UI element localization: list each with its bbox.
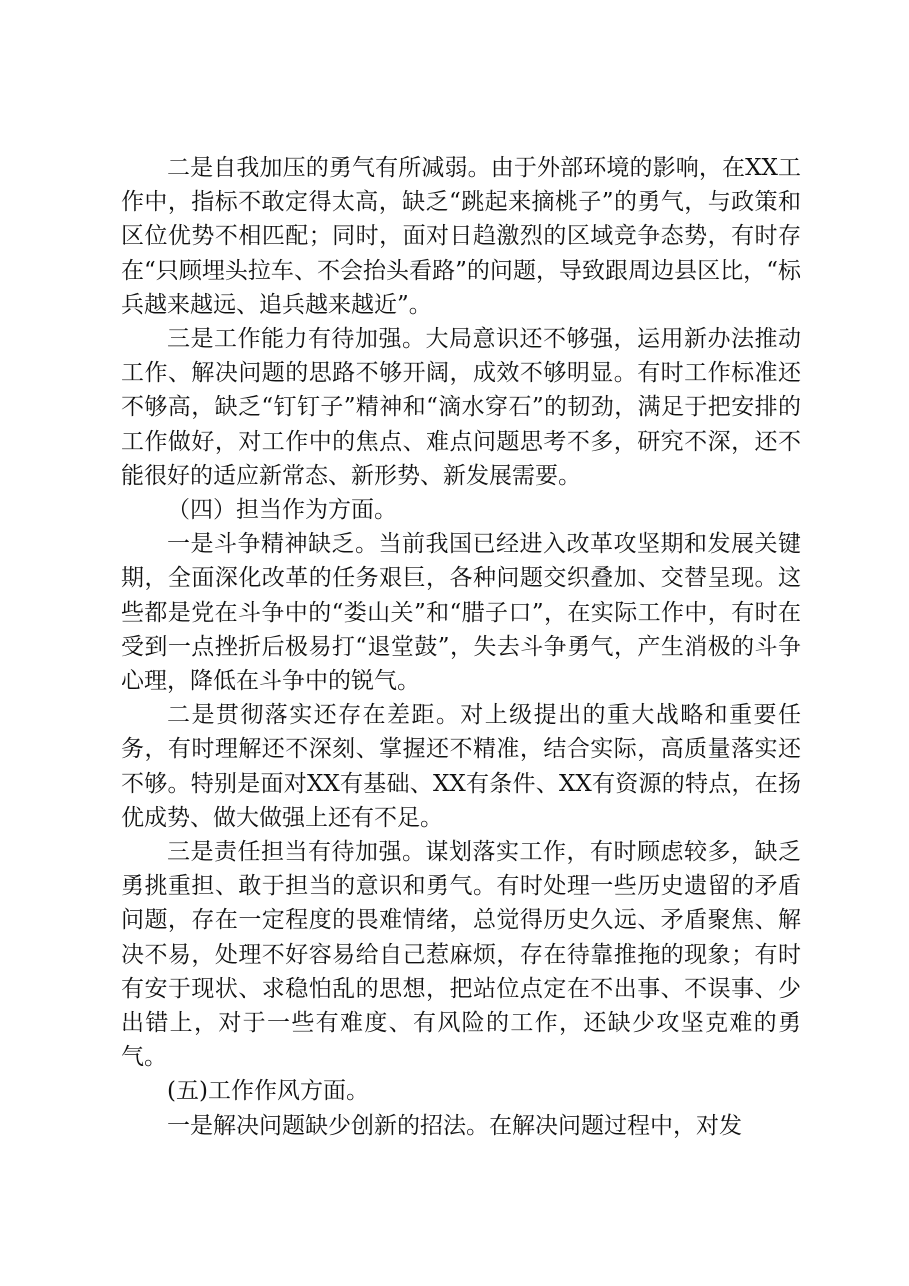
document-body xyxy=(121,151,801,1143)
paragraph-self-pressure: 二是自我加压的勇气有所减弱。由于外部环境的影响，在XX工作中，指标不敢定得太高，缺乏“跳起来摘桃子”的勇气，与政策和区位优势不相匹配；同时，面对日趋激烈的区域竞争态势，有时存在“只顾埋头拉车、不会抬头看路”的问题，导致跟周边县区比，“标兵越来越远、追兵越来越近”。 xyxy=(121,155,801,318)
paragraph-innovation: 一是解决问题缺少创新的招法。在解决问题过程中，对发 xyxy=(167,1112,742,1139)
paragraph-work-ability: 三是工作能力有待加强。大局意识还不够强，运用新办法推动工作、解决问题的思路不够开阔，成效不够明显。有时工作标准还不够高，缺乏“钉钉子”精神和“滴水穿石”的韧劲，满足于把安排的工作做好，对工作中的焦点、难点问题思考不多，研究不深，还不能很好的适应新常态、新形势、新发展需要。 xyxy=(121,326,801,489)
section-heading-responsibility: （四）担当作为方面。 xyxy=(167,497,397,524)
section-heading-work-style: (五)工作作风方面。 xyxy=(167,1078,369,1105)
paragraph-implementation-gap: 二是贯彻落实还存在差距。对上级提出的重大战略和重要任务，有时理解还不深刻、掌握还不精准，结合实际，高质量落实还不够。特别是面对XX有基础、XX有条件、XX有资源的特点，在扬优成势、做大做强上还有不足。 xyxy=(121,702,801,831)
paragraph-responsibility-taking: 三是责任担当有待加强。谋划落实工作，有时顾虑较多，缺乏勇挑重担、敢于担当的意识和勇气。有时处理一些历史遗留的矛盾问题，存在一定程度的畏难情绪，总觉得历史久远、矛盾聚焦、解决不易，处理不好容易给自己惹麻烦，存在待靠推拖的现象；有时有安于现状、求稳怕乱的思想，把站位点定在不出事、不误事、少出错上，对于一些有难度、有风险的工作，还缺少攻坚克难的勇气。 xyxy=(121,839,801,1071)
paragraph-fighting-spirit: 一是斗争精神缺乏。当前我国已经进入改革攻坚期和发展关键期，全面深化改革的任务艰巨，各种问题交织叠加、交替呈现。这些都是党在斗争中的“娄山关”和“腊子口”，在实际工作中，有时在受到一点挫折后极易打“退堂鼓”，失去斗争勇气，产生消极的斗争心理，降低在斗争中的锐气。 xyxy=(121,531,801,695)
